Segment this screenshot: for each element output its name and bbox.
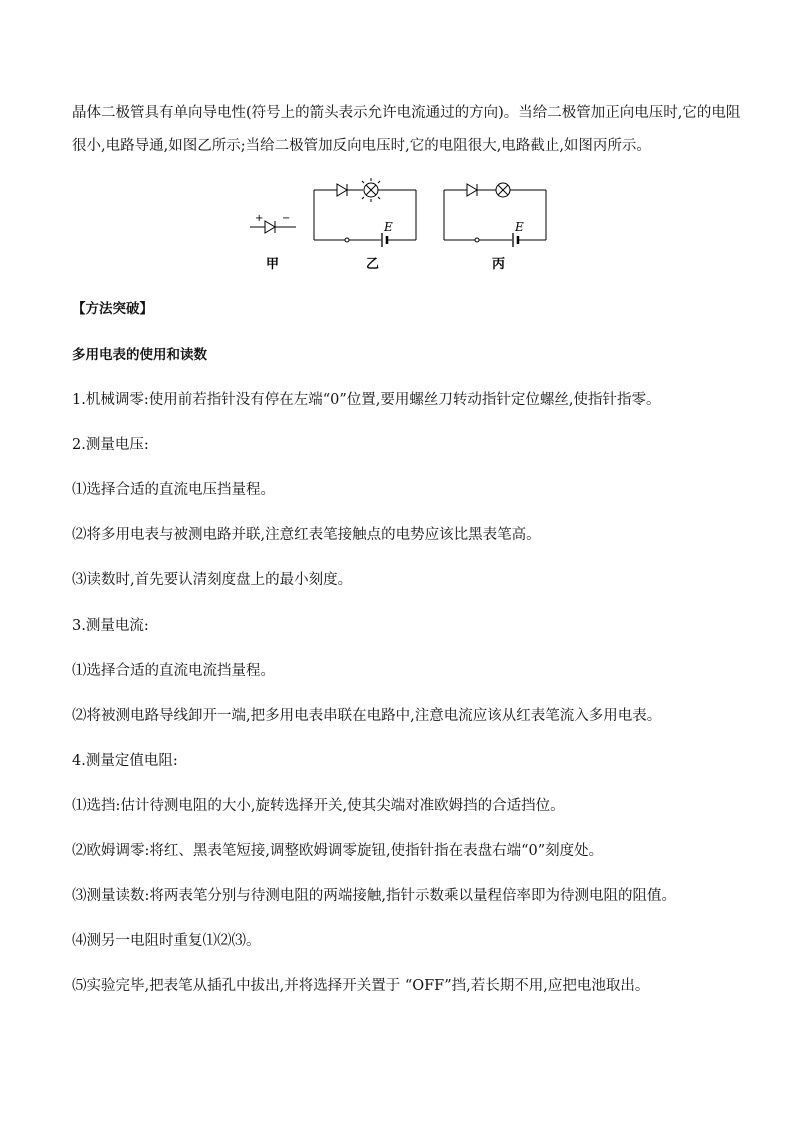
- content-line: ⑴选择合适的直流电压挡量程。: [72, 482, 275, 498]
- intro-line-2: 很小,电路导通,如图乙所示;当给二极管加反向电压时,它的电阻很大,电路截止,如图丙所示。: [72, 138, 651, 154]
- content-line: ⑶读数时,首先要认清刻度盘上的最小刻度。: [72, 572, 353, 588]
- content-line: 1.机械调零:使用前若指针没有停在左端“0”位置,要用螺丝刀转动指针定位螺丝,使指针指零。: [72, 392, 661, 408]
- content-line: 2.测量电压:: [72, 437, 149, 453]
- circuit-yi: [314, 178, 416, 247]
- minus-sign: −: [282, 213, 291, 224]
- content-line: ⑶测量读数:将两表笔分别与待测电阻的两端接触,指针示数乘以量程倍率即为待测电阻的阻值。: [72, 888, 676, 904]
- figure-label-yi: 乙: [366, 257, 380, 272]
- battery-label-bing: E: [515, 220, 524, 234]
- content-line: ⑵欧姆调零:将红、黑表笔短接,调整欧姆调零旋钮,使指针指在表盘右端“0”刻度处。: [72, 843, 604, 859]
- content-line: ⑴选挡:估计待测电阻的大小,旋转选择开关,使其尖端对准欧姆挡的合适挡位。: [72, 798, 565, 814]
- section-heading: 【方法突破】: [72, 301, 153, 317]
- content-line: 4.测量定值电阻:: [72, 753, 178, 769]
- content-line: 3.测量电流:: [72, 618, 149, 634]
- content-line: ⑸实验完毕,把表笔从插孔中拔出,并将选择开关置于 “OFF”挡,若长期不用,应把电池取出。: [72, 978, 650, 994]
- circuit-bing: [444, 183, 546, 247]
- content-line: ⑷测另一电阻时重复⑴⑵⑶。: [72, 933, 261, 949]
- content-line: ⑴选择合适的直流电流挡量程。: [72, 663, 275, 679]
- intro-line-1: 晶体二极管具有单向导电性(符号上的箭头表示允许电流通过的方向)。当给二极管加正向电压时,它的电阻: [72, 105, 741, 121]
- figure-label-jia: 甲: [266, 257, 280, 272]
- plus-sign: +: [255, 213, 264, 224]
- content-line: ⑵将被测电路导线卸开一端,把多用电表串联在电路中,注意电流应该从红表笔流入多用电表。: [72, 708, 662, 724]
- subheading: 多用电表的使用和读数: [72, 347, 207, 363]
- figure-label-bing: 丙: [492, 257, 506, 272]
- battery-label-yi: E: [384, 220, 393, 234]
- content-line: ⑵将多用电表与被测电路并联,注意红表笔接触点的电势应该比黑表笔高。: [72, 527, 541, 543]
